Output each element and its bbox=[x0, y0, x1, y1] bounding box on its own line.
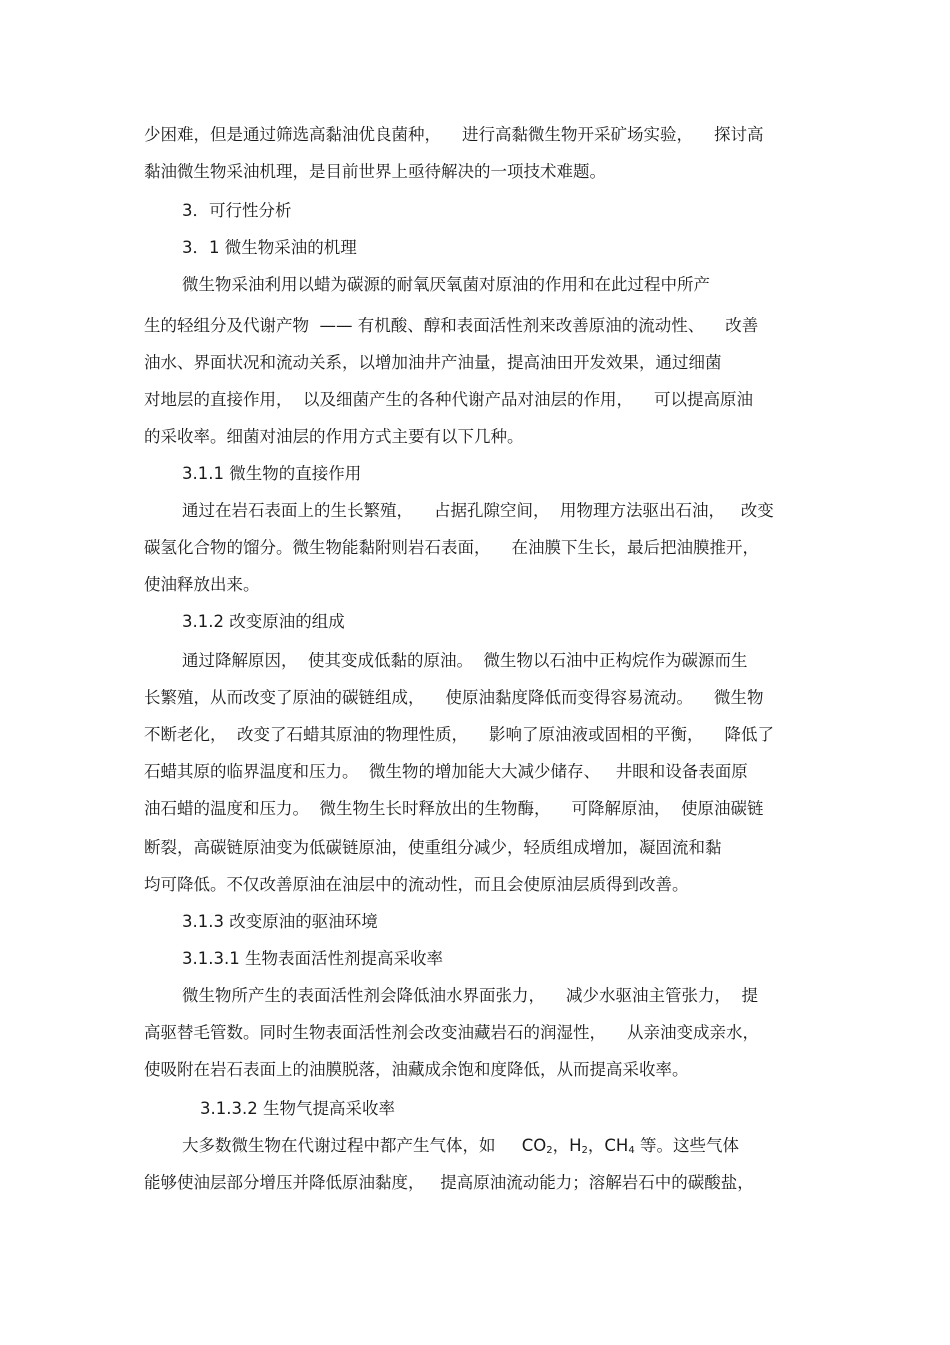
text-segment: 大多数微生物在代谢过程中都产生气体，如 CO bbox=[182, 1136, 547, 1155]
heading-3-1-3: 3.1.3 改变原油的驱油环境 bbox=[182, 912, 378, 931]
subscript: 4 bbox=[628, 1145, 635, 1156]
text-line: 通过降解原因， 使其变成低黏的原油。 微生物以石油中正构烷作为碳源而生 bbox=[182, 651, 748, 670]
section-heading: 3．可行性分析 bbox=[182, 201, 292, 220]
text-line: 长繁殖，从而改变了原油的碳链组成， 使原油黏度降低而变得容易流动。 微生物 bbox=[144, 688, 764, 707]
text-line: 少困难，但是通过筛选高黏油优良菌种， 进行高黏微生物开采矿场实验， 探讨高 bbox=[144, 125, 764, 144]
text-line: 不断老化， 改变了石蜡其原油的物理性质， 影响了原油液或固相的平衡， 降低了 bbox=[144, 725, 774, 744]
text-line: 微生物采油利用以蜡为碳源的耐氧厌氧菌对原油的作用和在此过程中所产 bbox=[182, 275, 710, 294]
heading-3-1-3-2: 3.1.3.2 生物气提高采收率 bbox=[200, 1099, 395, 1118]
text-line: 对地层的直接作用， 以及细菌产生的各种代谢产品对油层的作用， 可以提高原油 bbox=[144, 390, 753, 409]
text-line: 油水、界面状况和流动关系，以增加油井产油量，提高油田开发效果，通过细菌 bbox=[144, 353, 722, 372]
text-line: 使油释放出来。 bbox=[144, 575, 260, 594]
text-line: 断裂，高碳链原油变为低碳链原油，使重组分减少，轻质组成增加，凝固流和黏 bbox=[144, 838, 722, 857]
text-line: 通过在岩石表面上的生长繁殖， 占据孔隙空间， 用物理方法驱出石油， 改变 bbox=[182, 501, 774, 520]
text-segment: ，H bbox=[552, 1136, 582, 1155]
subscript: 2 bbox=[546, 1145, 553, 1156]
text-line-gases bbox=[182, 1135, 739, 1162]
text-line: 微生物所产生的表面活性剂会降低油水界面张力， 减少水驱油主管张力， 提 bbox=[182, 986, 758, 1005]
text-line: 的采收率。细菌对油层的作用方式主要有以下几种。 bbox=[144, 427, 524, 446]
text-line: 碳氢化合物的馏分。微生物能黏附则岩石表面， 在油膜下生长，最后把油膜推开， bbox=[144, 538, 759, 557]
heading-3-1-1: 3.1.1 微生物的直接作用 bbox=[182, 464, 362, 483]
text-line: 油石蜡的温度和压力。 微生物生长时释放出的生物酶， 可降解原油， 使原油碳链 bbox=[144, 799, 764, 818]
text-line: 能够使油层部分增压并降低原油黏度， 提高原油流动能力；溶解岩石中的碳酸盐， bbox=[144, 1173, 754, 1192]
text-line: 均可降低。不仅改善原油在油层中的流动性，而且会使原油层质得到改善。 bbox=[144, 875, 689, 894]
text-segment: ，CH bbox=[587, 1136, 629, 1155]
subscript: 2 bbox=[581, 1145, 588, 1156]
text-line: 使吸附在岩石表面上的油膜脱落，油藏成余饱和度降低，从而提高采收率。 bbox=[144, 1060, 689, 1079]
text-line: 石蜡其原的临界温度和压力。 微生物的增加能大大减少储存、 井眼和设备表面原 bbox=[144, 762, 748, 781]
text-line: 高驱替毛管数。同时生物表面活性剂会改变油藏岩石的润湿性， 从亲油变成亲水， bbox=[144, 1023, 759, 1042]
subsection-heading: 3．1 微生物采油的机理 bbox=[182, 238, 357, 257]
heading-3-1-3-1: 3.1.3.1 生物表面活性剂提高采收率 bbox=[182, 949, 443, 968]
text-line: 生的轻组分及代谢产物 —— 有机酸、醇和表面活性剂来改善原油的流动性、 改善 bbox=[144, 316, 759, 335]
text-line: 黏油微生物采油机理，是目前世界上亟待解决的一项技术难题。 bbox=[144, 162, 606, 181]
heading-3-1-2: 3.1.2 改变原油的组成 bbox=[182, 612, 345, 631]
text-segment: 等。这些气体 bbox=[634, 1136, 739, 1155]
